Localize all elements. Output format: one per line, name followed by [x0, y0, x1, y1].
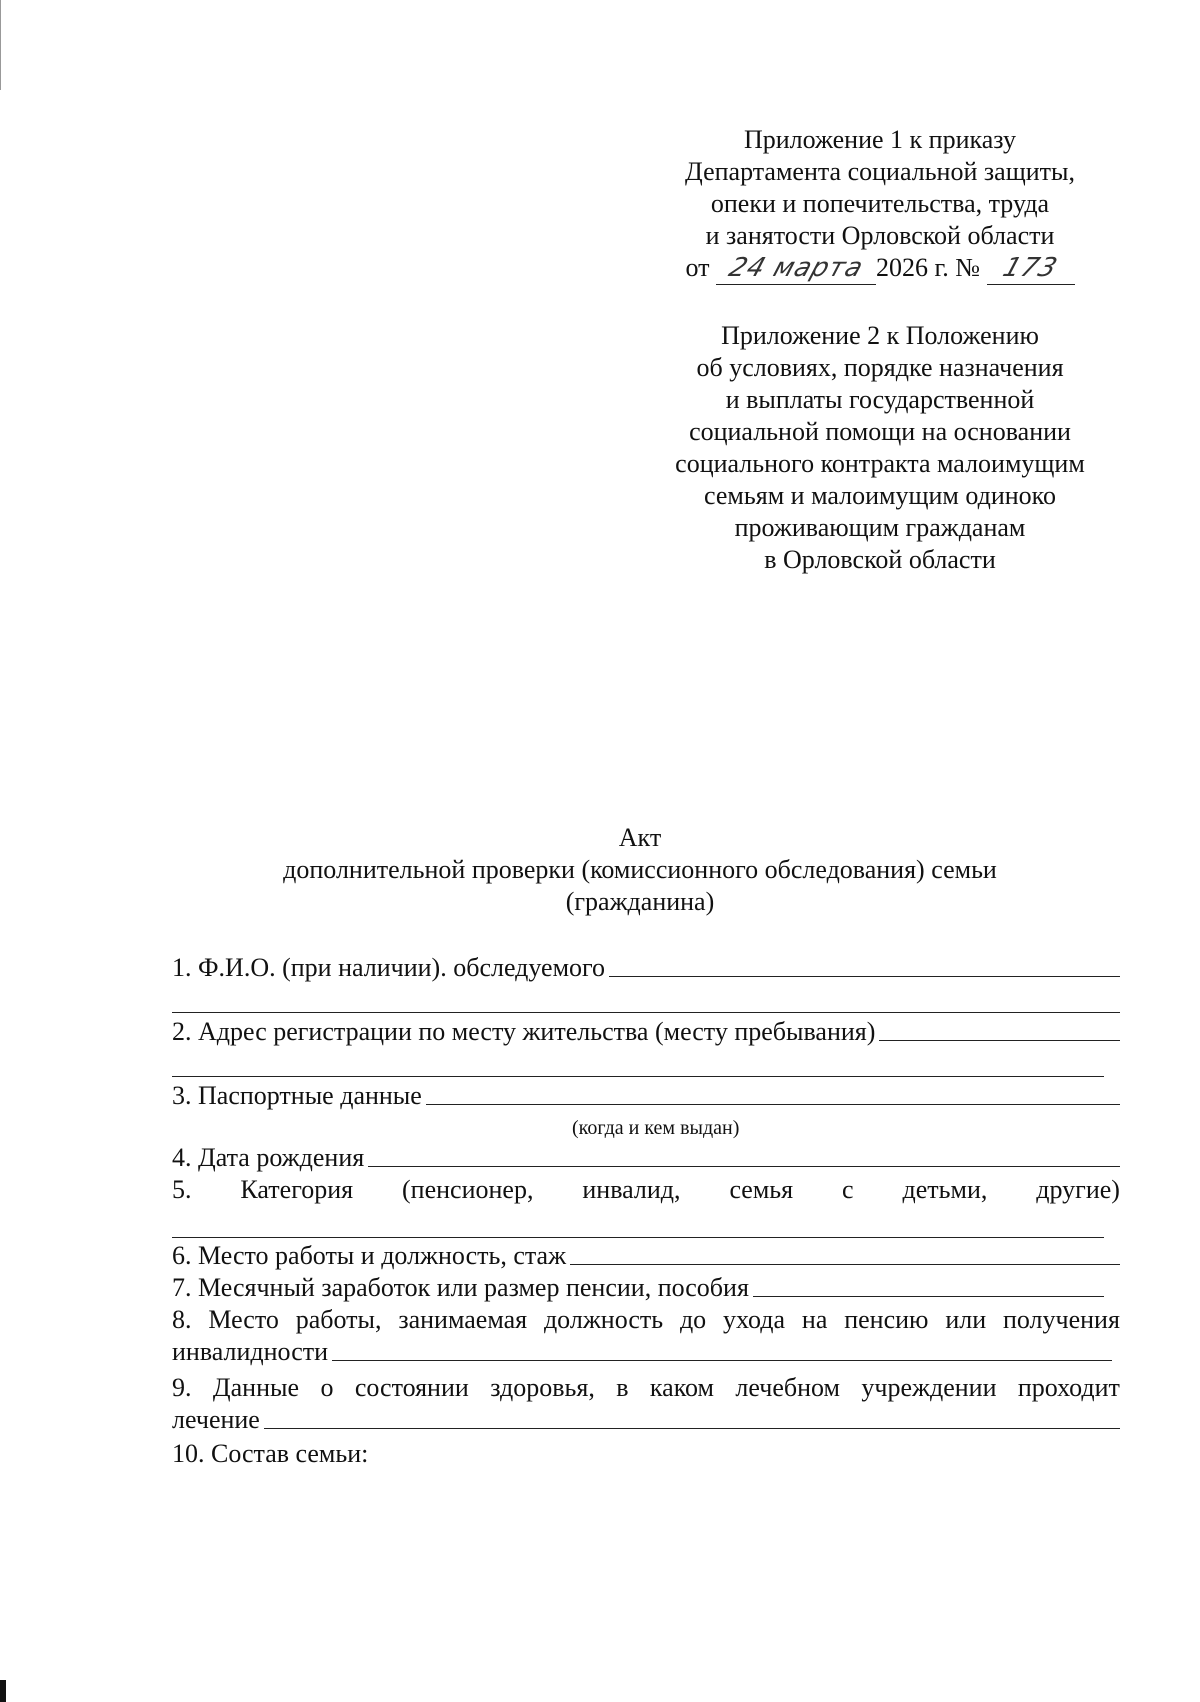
address-field[interactable]	[879, 1040, 1120, 1041]
form-item-health-line2	[172, 1404, 1120, 1436]
form-item-label: 1. Ф.И.О. (при наличии). обследуемого	[172, 953, 606, 982]
form-item-label: 10. Состав семьи:	[172, 1439, 369, 1468]
form-item-previous-job-line2	[172, 1336, 1112, 1368]
order-date-line	[640, 252, 1120, 285]
appendix-1-line: Департамента социальной защиты,	[685, 157, 1075, 186]
appendix-2-line: социального контракта малоимущим	[675, 449, 1085, 478]
birthdate-field[interactable]	[368, 1166, 1120, 1167]
form-item-birthdate	[172, 1142, 1120, 1174]
handwritten-number	[987, 252, 1075, 285]
health-word: учреждении	[861, 1373, 997, 1402]
passport-hint: (когда и кем выдан)	[572, 1117, 740, 1139]
form-item-label: 3. Паспортные данные	[172, 1081, 422, 1110]
form-item-label: 7. Месячный заработок или размер пенсии, пособия	[172, 1273, 749, 1302]
form-item-passport	[172, 1080, 1120, 1112]
form-item-fio	[172, 952, 1120, 984]
previous-job-word: занимаемая	[398, 1305, 528, 1334]
appendix-2-header	[640, 320, 1120, 576]
health-word: 9.	[172, 1373, 192, 1402]
form-item-label: 4. Дата рождения	[172, 1143, 365, 1172]
category-word: (пенсионер,	[402, 1175, 534, 1204]
act-title	[160, 822, 1120, 918]
form-item-label: инвалидности	[172, 1337, 329, 1366]
previous-job-word: пенсию	[844, 1305, 929, 1334]
previous-job-word: до	[679, 1305, 707, 1334]
previous-job-word: 8.	[172, 1305, 192, 1334]
date-suffix: 2026 г. №	[875, 253, 981, 282]
fio-field-line-2[interactable]	[172, 1012, 1120, 1013]
health-field[interactable]	[264, 1428, 1120, 1429]
form-item-label: 6. Место работы и должность, стаж	[172, 1241, 567, 1270]
handwritten-date	[716, 252, 876, 285]
previous-job-word: на	[801, 1305, 828, 1334]
form-item-workplace	[172, 1240, 1120, 1272]
inspection-form	[172, 952, 1120, 1472]
form-item-previous-job	[172, 1304, 1120, 1336]
appendix-2-line: социальной помощи на основании	[689, 417, 1071, 446]
scan-edge-mark	[0, 1680, 6, 1702]
appendix-1-header	[640, 124, 1120, 285]
appendix-1-line: Приложение 1 к приказу	[743, 125, 1016, 154]
form-item-family	[172, 1438, 1120, 1470]
previous-job-word: получения	[1002, 1305, 1120, 1334]
form-item-health	[172, 1372, 1120, 1404]
act-title-line: (гражданина)	[565, 887, 715, 916]
previous-job-word: Место	[208, 1305, 279, 1334]
previous-job-word: или	[945, 1305, 987, 1334]
health-word: проходит	[1017, 1373, 1120, 1402]
act-title-line: дополнительной проверки (комиссионного обследования) семьи	[283, 855, 997, 884]
form-item-income	[172, 1272, 1104, 1304]
previous-job-field[interactable]	[332, 1360, 1112, 1361]
form-item-label: лечение	[172, 1405, 260, 1434]
category-word: детьми,	[902, 1175, 988, 1204]
appendix-2-line: в Орловской области	[764, 545, 996, 574]
appendix-2-line: семьям и малоимущим одиноко	[704, 481, 1056, 510]
health-word: Данные	[212, 1373, 300, 1402]
category-word: другие)	[1036, 1175, 1120, 1204]
date-prefix: от	[685, 253, 710, 282]
form-item-label: 2. Адрес регистрации по месту жительства (месту пребывания)	[172, 1017, 876, 1046]
health-word: состоянии	[354, 1373, 469, 1402]
health-word: в	[616, 1373, 629, 1402]
fio-field[interactable]	[609, 976, 1120, 977]
appendix-1-line: и занятости Орловской области	[705, 221, 1055, 250]
health-word: лечебном	[735, 1373, 840, 1402]
previous-job-word: работы,	[295, 1305, 382, 1334]
handwritten-number-text: 173	[999, 253, 1062, 283]
form-item-category	[172, 1174, 1120, 1206]
category-word: семья	[729, 1175, 794, 1204]
category-word: с	[842, 1175, 854, 1204]
category-word: инвалид,	[582, 1175, 681, 1204]
previous-job-word: ухода	[723, 1305, 786, 1334]
income-field[interactable]	[753, 1296, 1104, 1297]
category-word: 5.	[172, 1175, 192, 1204]
passport-field[interactable]	[426, 1104, 1120, 1105]
category-word: Категория	[240, 1175, 354, 1204]
health-word: здоровья,	[490, 1373, 595, 1402]
appendix-1-line: опеки и попечительства, труда	[710, 189, 1050, 218]
handwritten-date-text: 24 марта	[724, 253, 868, 283]
health-word: каком	[649, 1373, 714, 1402]
appendix-2-line: и выплаты государственной	[725, 385, 1035, 414]
health-word: о	[320, 1373, 334, 1402]
previous-job-word: должность	[543, 1305, 664, 1334]
category-field[interactable]	[172, 1237, 1104, 1238]
address-field-line-2[interactable]	[172, 1076, 1104, 1077]
workplace-field[interactable]	[570, 1264, 1120, 1265]
act-title-line: Акт	[618, 823, 662, 852]
appendix-2-line: об условиях, порядке назначения	[696, 353, 1064, 382]
appendix-2-line: Приложение 2 к Положению	[721, 321, 1039, 350]
form-item-address	[172, 1016, 1120, 1048]
appendix-2-line: проживающим гражданам	[734, 513, 1026, 542]
scan-edge-line	[0, 0, 1, 90]
